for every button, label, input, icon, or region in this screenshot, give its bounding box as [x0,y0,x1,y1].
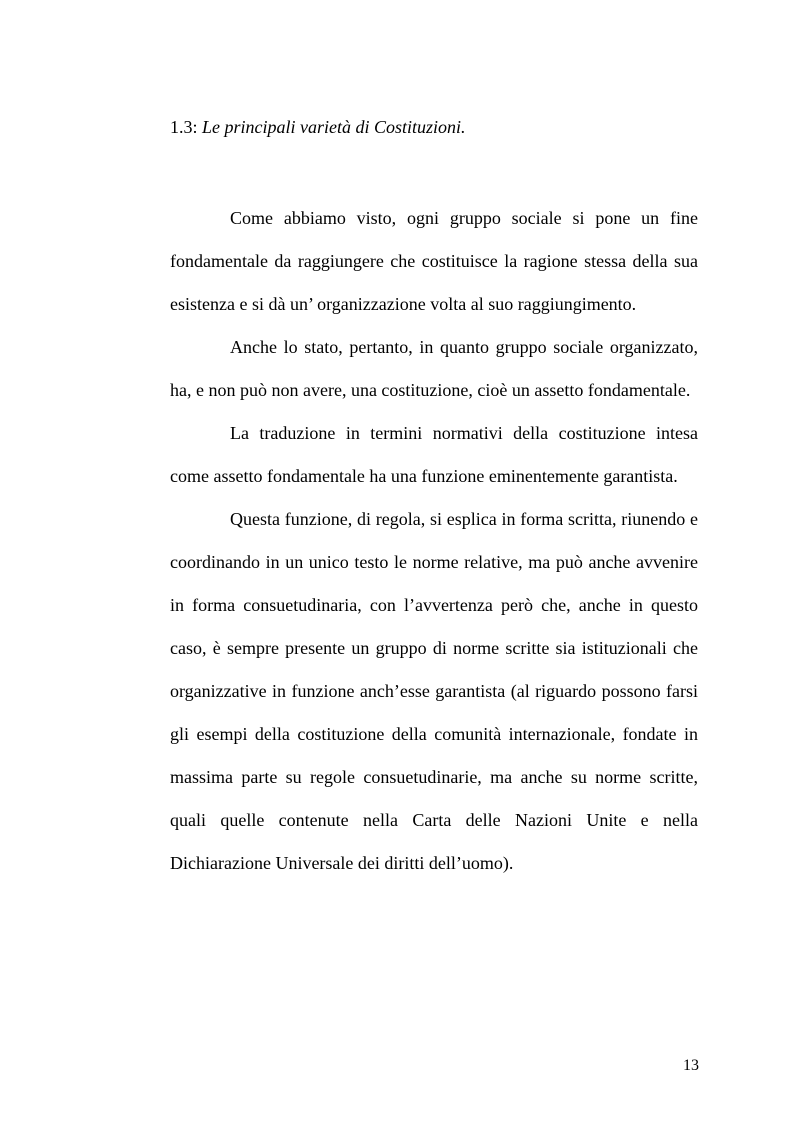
body-text [170,197,698,885]
page-number: 13 [683,1057,699,1074]
paragraph-1: Come abbiamo visto, ogni gruppo sociale si pone un fine fondamentale da raggiungere che costituisce la ragione stessa della sua esistenza e si dà un’ organizzazione volta al suo raggiungimento. [170,208,698,314]
section-number: 1.3: [170,117,198,137]
section-heading [170,115,466,139]
paragraph-4: Questa funzione, di regola, si esplica in forma scritta, riunendo e coordinando in un unico testo le norme relative, ma può anche avvenire in forma consuetudinaria, con l’avvertenza però che, anche in questo caso, è sempre presente un gruppo di norme scritte sia istituzionali che organizzative in funzione anch’esse garantista (al riguardo possono farsi gli esempi della costituzione della comunità internazionale, fondate in massima parte su regole consuetudinarie, ma anche su norme scritte, quali quelle contenute nella Carta delle Nazioni Unite e nella Dichiarazione Universale dei diritti dell’uomo). [170,509,698,873]
section-title: Le principali varietà di Costituzioni. [202,117,466,137]
paragraph-2: Anche lo stato, pertanto, in quanto gruppo sociale organizzato, ha, e non può non avere, una costituzione, cioè un assetto fondamentale. [170,337,698,400]
paragraph-3: La traduzione in termini normativi della costituzione intesa come assetto fondamentale ha una funzione eminentemente garantista. [170,423,698,486]
